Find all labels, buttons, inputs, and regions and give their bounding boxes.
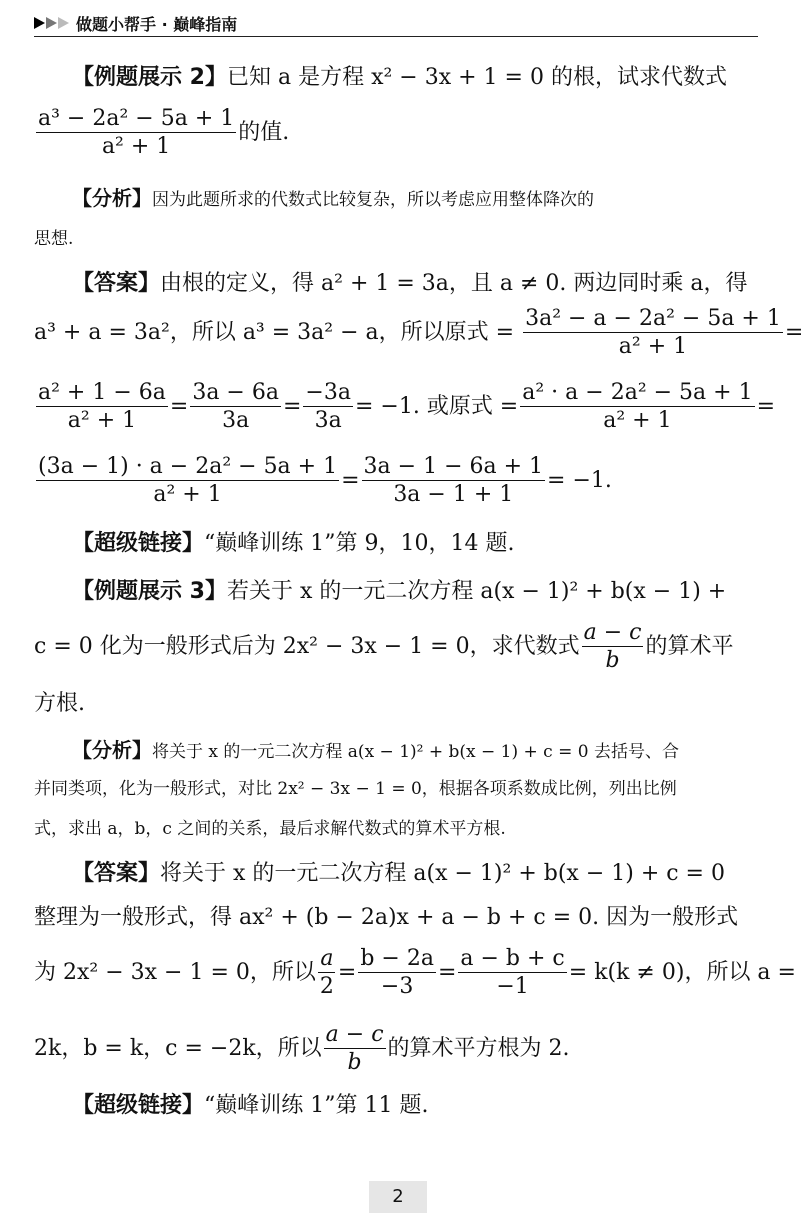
fraction: $\frac{\text{3a² − a − 2a² − 5a + 1}}{\text{a² + 1}}$ — [525, 306, 781, 360]
fraction: $\frac{-3a}{3a}$ — [305, 380, 351, 434]
example-3-link: 【超级链接】“巅峰训练 1”第 11 题. — [72, 1093, 429, 1118]
page-header — [34, 10, 758, 37]
example-3-tag: 【例题展示 3】 — [72, 579, 227, 604]
header-title: 做题小帮手 · 巅峰指南 — [76, 14, 238, 34]
fraction: $\frac{3a - 6a}{3a}$ — [192, 380, 279, 434]
fraction: $\frac{\text{(3a − 1) · a − 2a² − 5a + 1}}{\text{a² + 1}}$ — [38, 454, 338, 508]
example-2-question-line-2: $\frac{\text{a³ − 2a² − 5a + 1}}{\text{a² + 1}}$ 的值. — [38, 106, 290, 160]
fraction: $\frac{a - b + c}{-1}$ — [460, 946, 565, 1000]
fraction: $\frac{3a - 1 - 6a + 1}{3a - 1 + 1}$ — [363, 454, 544, 508]
example-2-tag: 【例题展示 2】 — [72, 65, 227, 90]
example-3-answer-line-2: 整理为一般形式，得 ax² + (b − 2a)x + a − b + c = 0. 因为一般形式 — [34, 905, 739, 930]
answer-tag: 【答案】 — [72, 271, 161, 296]
example-3-question-line-2: c = 0 化为一般形式后为 2x² − 3x − 1 = 0，求代数式 $\frac{a - c}{b}$ 的算术平 — [34, 620, 734, 674]
link-tag: 【超级链接】 — [72, 1093, 205, 1118]
fraction: $\frac{a - c}{b}$ — [583, 620, 642, 674]
example-2-answer-line-2: a³ + a = 3a²，所以 a³ = 3a² − a，所以原式 = $\frac{\text{3a² − a − 2a² − 5a + 1}}{\text{a² + 1}}$ = — [34, 306, 803, 360]
answer-tag: 【答案】 — [72, 861, 161, 886]
link-tag: 【超级链接】 — [72, 531, 205, 556]
triple-arrow-icon — [34, 17, 70, 29]
fraction: $\frac{\text{a³ − 2a² − 5a + 1}}{\text{a² + 1}}$ — [38, 106, 235, 160]
example-2-question-text: 已知 a 是方程 x² − 3x + 1 = 0 的根，试求代数式 — [226, 65, 727, 90]
example-3-analysis-line-3: 式，求出 a，b，c 之间的关系，最后求解代数式的算术平方根. — [34, 819, 506, 839]
example-3-question-line-3: 方根. — [34, 691, 85, 716]
fraction: $\frac{\text{a² · a − 2a² − 5a + 1}}{\text{a² + 1}}$ — [522, 380, 753, 434]
example-2-link: 【超级链接】“巅峰训练 1”第 9，10，14 题. — [72, 531, 515, 556]
example-3-analysis-line-2: 并同类项，化为一般形式，对比 2x² − 3x − 1 = 0，根据各项系数成比例，列出比例 — [34, 779, 677, 799]
fraction: $\frac{a}{2}$ — [319, 946, 334, 1000]
example-2-analysis-line-1: 【分析】因为此题所求的代数式比较复杂，所以考虑应用整体降次的 — [72, 186, 594, 210]
example-3-answer-line-3: 为 2x² − 3x − 1 = 0，所以 $\frac{a}{2}$ = $\frac{b - 2a}{-3}$ = $\frac{a - b + c}{-1}$ = k(k ≠ 0)，所以 a = — [34, 946, 796, 1000]
example-2-question-line-1 — [72, 60, 727, 91]
example-3-answer-line-4: 2k，b = k，c = −2k，所以 $\frac{a - c}{b}$ 的算术平方根为 2. — [34, 1022, 570, 1076]
fraction: $\frac{b - 2a}{-3}$ — [360, 946, 434, 1000]
fraction: $\frac{\text{a² + 1 − 6a}}{\text{a² + 1}}$ — [38, 380, 166, 434]
analysis-tag: 【分析】 — [72, 738, 152, 762]
analysis-tag: 【分析】 — [72, 186, 152, 210]
example-2-answer-line-4: $\frac{\text{(3a − 1) · a − 2a² − 5a + 1}}{\text{a² + 1}}$ = $\frac{3a - 1 - 6a + 1}{3a - 1 + 1}$ = −1. — [38, 454, 612, 508]
example-2-answer-line-1: 【答案】由根的定义，得 a² + 1 = 3a，且 a ≠ 0. 两边同时乘 a，得 — [72, 271, 748, 296]
example-2-answer-line-3: $\frac{\text{a² + 1 − 6a}}{\text{a² + 1}}$ = $\frac{3a - 6a}{3a}$ = $\frac{-3a}{3a}$ = −1. 或原式 = $\frac{\text{a² · a − 2a² − 5a + 1}}{\text{a² + 1}}$ = — [38, 380, 776, 434]
example-3-answer-line-1: 【答案】将关于 x 的一元二次方程 a(x − 1)² + b(x − 1) + c = 0 — [72, 861, 725, 886]
example-3-question-line-1: 【例题展示 3】若关于 x 的一元二次方程 a(x − 1)² + b(x − 1) + — [72, 579, 727, 604]
example-3-analysis-line-1: 【分析】将关于 x 的一元二次方程 a(x − 1)² + b(x − 1) + c = 0 去括号、合 — [72, 738, 679, 762]
example-2-analysis-line-2: 思想. — [34, 229, 74, 249]
fraction: $\frac{a - c}{b}$ — [325, 1022, 384, 1076]
page-number: 2 — [369, 1181, 427, 1213]
